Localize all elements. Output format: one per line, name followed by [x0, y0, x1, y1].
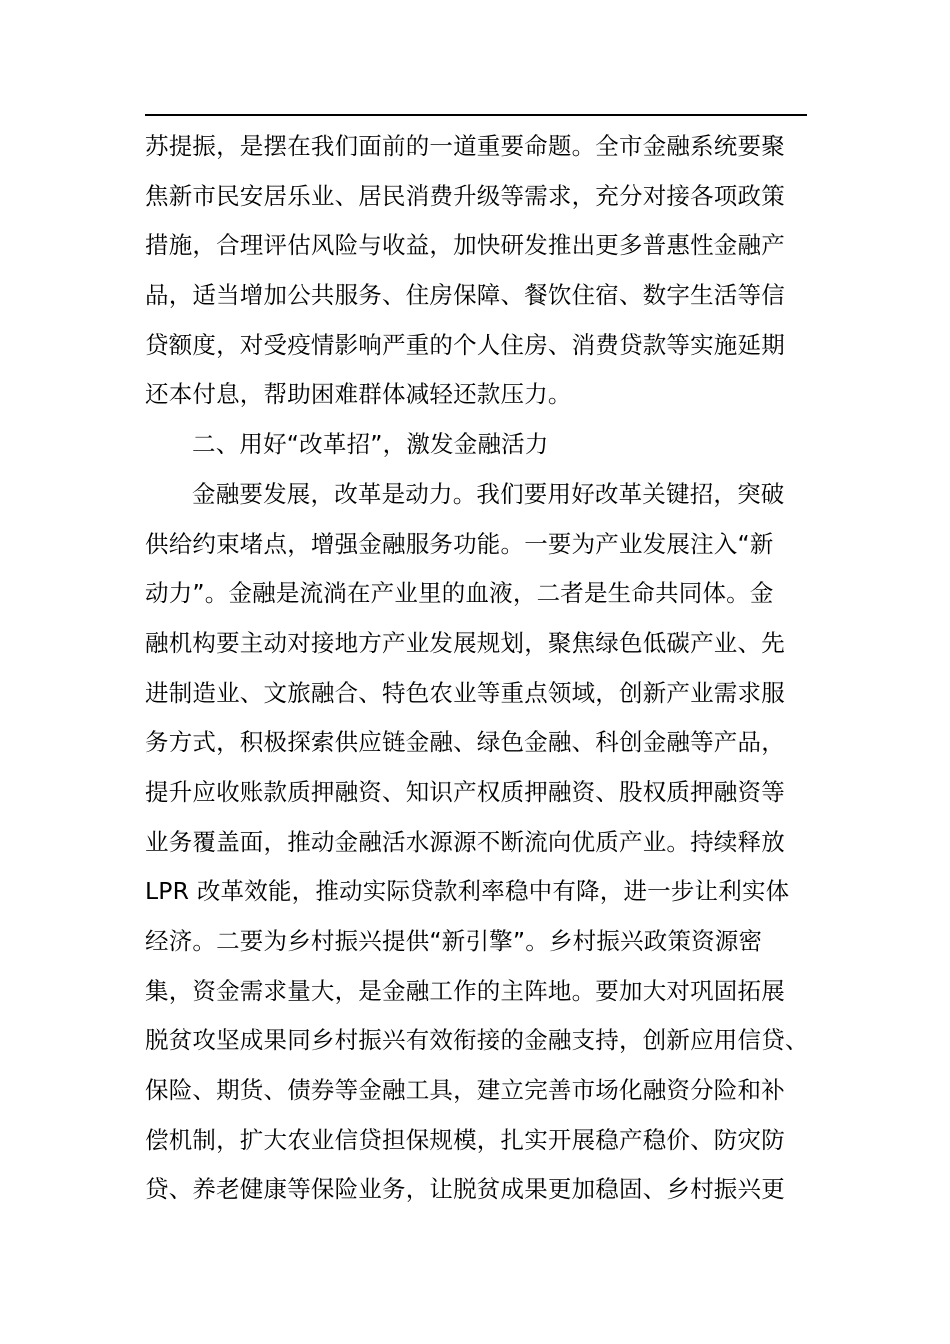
text-line: 偿机制，扩大农业信贷担保规模，扎实开展稳产稳价、防灾防	[145, 1125, 785, 1154]
text-line: 经济。二要为乡村振兴提供“新引擎”。乡村振兴政策资源密	[145, 927, 763, 955]
text-line: 贷额度，对受疫情影响严重的个人住房、消费贷款等实施延期	[145, 330, 785, 359]
text-line: 保险、期货、债券等金融工具，建立完善市场化融资分险和补	[145, 1076, 785, 1105]
text-line: 供给约束堵点，增强金融服务功能。一要为产业发展注入“新	[145, 529, 774, 558]
section-heading: 二、用好“改革招”，激发金融活力	[192, 430, 549, 459]
text-line: 融机构要主动对接地方产业发展规划，聚焦绿色低碳产业、先	[145, 628, 785, 657]
text-line: 措施，合理评估风险与收益，加快研发推出更多普惠性金融产	[145, 231, 785, 260]
text-line: 脱贫攻坚成果同乡村振兴有效衔接的金融支持，创新应用信贷、	[145, 1026, 809, 1055]
text-line: 贷、养老健康等保险业务，让脱贫成果更加稳固、乡村振兴更	[145, 1175, 785, 1204]
text-line: 品，适当增加公共服务、住房保障、餐饮住宿、数字生活等信	[145, 281, 785, 310]
text-line: LPR 改革效能，推动实际贷款利率稳中有降，进一步让利实体	[145, 877, 790, 906]
text-line: 焦新市民安居乐业、居民消费升级等需求，充分对接各项政策	[145, 181, 785, 210]
header-rule	[145, 114, 807, 116]
text-line: 还本付息，帮助困难群体减轻还款压力。	[145, 380, 572, 409]
text-line: 苏提振，是摆在我们面前的一道重要命题。全市金融系统要聚	[145, 132, 785, 160]
text-line: 业务覆盖面，推动金融活水源源不断流向优质产业。持续释放	[145, 827, 785, 856]
text-line: 务方式，积极探索供应链金融、绿色金融、科创金融等产品，	[145, 728, 785, 757]
text-line: 金融要发展，改革是动力。我们要用好改革关键招，突破	[192, 479, 785, 508]
text-line: 进制造业、文旅融合、特色农业等重点领域，创新产业需求服	[145, 678, 785, 707]
text-line: 集，资金需求量大，是金融工作的主阵地。要加大对巩固拓展	[145, 976, 785, 1005]
text-line: 动力”。金融是流淌在产业里的血液，二者是生命共同体。金	[145, 579, 774, 608]
body-text	[145, 122, 815, 1215]
text-line: 提升应收账款质押融资、知识产权质押融资、股权质押融资等	[145, 777, 785, 806]
